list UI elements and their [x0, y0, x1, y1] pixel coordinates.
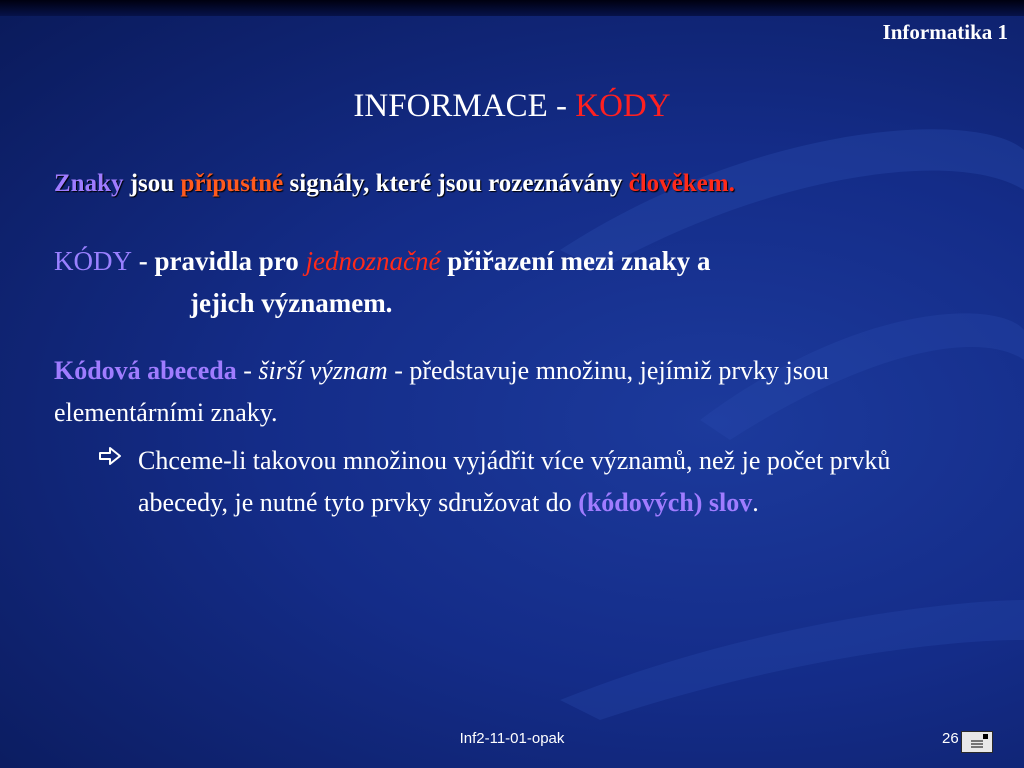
menu-icon — [962, 732, 992, 752]
term-znaky: Znaky — [54, 170, 124, 197]
p3-sirsi-vyznam: širší význam — [258, 356, 388, 385]
p4-text-2: . — [752, 488, 759, 517]
p1-clovekem: člověkem. — [628, 170, 735, 197]
top-bar — [0, 0, 1024, 16]
p4-kodova-slova: (kódových) slov — [578, 488, 753, 517]
arrow-bullet-icon — [96, 442, 124, 470]
p4-text-1: Chceme-li takovou množinou vyjádřit více významů, než je počet prvků abecedy, je nutné tyto prvky sdružovat do — [138, 446, 891, 517]
paragraph-znaky — [54, 170, 735, 198]
course-title: Informatika 1 — [882, 20, 1008, 44]
p2-text-2: přiřazení mezi znaky a — [440, 246, 711, 276]
p2-jednoznacne: jednoznačné — [305, 246, 441, 276]
p3-text-2: - představuje množinu, jejímiž prvky jsou elementárními znaky. — [54, 356, 829, 427]
p1-text-1: jsou — [123, 170, 181, 197]
p2-text-1: - pravidla pro — [132, 246, 306, 276]
slide-title — [0, 88, 1024, 125]
p2-line-2: jejich významem. — [190, 288, 393, 318]
bullet-item — [96, 440, 976, 524]
page-number: 26 — [942, 730, 959, 747]
title-accent: KÓDY — [575, 88, 671, 124]
footer-filename: Inf2-11-01-opak — [459, 730, 565, 747]
title-main: INFORMACE - — [353, 88, 576, 124]
p3-text-1: - — [236, 356, 259, 385]
p1-pripustne: přípustné — [180, 170, 284, 197]
term-kodova-abeceda: Kódová abeceda — [54, 356, 237, 385]
p1-text-2: signály, které jsou rozeznávány — [283, 170, 629, 197]
paragraph-abeceda — [54, 350, 974, 434]
navigation-menu-button[interactable] — [961, 731, 993, 753]
term-kody: KÓDY — [54, 246, 132, 276]
bullet-text — [96, 440, 976, 524]
paragraph-kody — [54, 240, 710, 324]
